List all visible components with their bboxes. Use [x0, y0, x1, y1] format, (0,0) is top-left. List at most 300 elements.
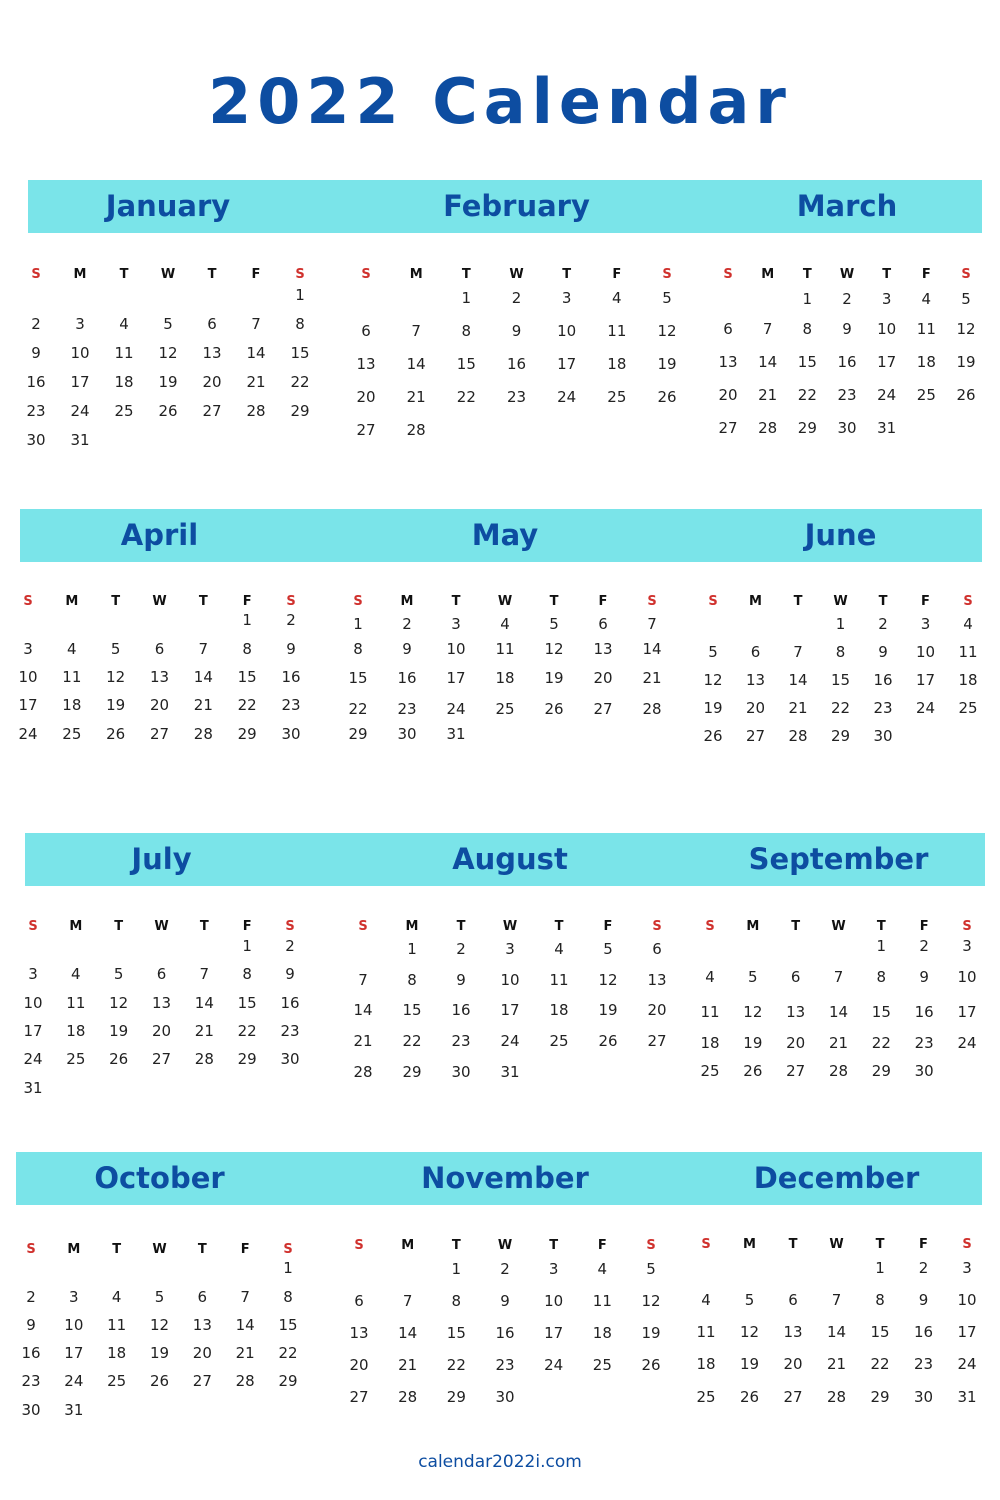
day-cell: 14 — [398, 1324, 418, 1342]
day-cell: 1 — [242, 937, 252, 955]
day-cell: 30 — [914, 1062, 934, 1080]
weekday-header: S — [647, 594, 657, 609]
day-cell: 7 — [647, 615, 657, 633]
month-name: September — [748, 842, 929, 876]
day-cell: 22 — [402, 1032, 422, 1050]
day-cell: 21 — [194, 1022, 214, 1040]
day-cell: 28 — [353, 1063, 373, 1081]
day-cell: 3 — [962, 1259, 972, 1277]
day-cell: 29 — [446, 1388, 466, 1406]
day-cell: 21 — [758, 386, 778, 404]
day-cell: 14 — [406, 355, 426, 373]
day-cell: 29 — [278, 1372, 298, 1390]
day-cell: 15 — [871, 1003, 891, 1021]
day-cell: 22 — [871, 1034, 891, 1052]
weekday-header: M — [746, 919, 760, 934]
weekday-header: F — [921, 267, 931, 282]
day-cell: 25 — [107, 1372, 127, 1390]
day-cell: 11 — [958, 643, 978, 661]
weekday-header: W — [154, 919, 169, 934]
weekday-header: S — [962, 919, 972, 934]
weekday-header: F — [603, 919, 613, 934]
day-cell: 31 — [70, 431, 90, 449]
day-cell: 6 — [652, 940, 662, 958]
weekday-header: S — [705, 919, 715, 934]
day-cell: 4 — [111, 1288, 122, 1306]
day-cell: 24 — [18, 725, 38, 743]
day-cell: 13 — [745, 671, 766, 689]
weekday-header: W — [833, 594, 848, 609]
day-cell: 8 — [242, 965, 252, 983]
day-cell: 21 — [398, 1356, 418, 1374]
day-cell: 9 — [26, 1316, 36, 1334]
weekday-header: S — [723, 267, 733, 282]
weekday-header: T — [197, 1242, 207, 1257]
day-cell: 29 — [870, 1388, 890, 1406]
day-cell: 25 — [549, 1032, 569, 1050]
day-cell: 21 — [193, 696, 213, 714]
day-cell: 19 — [544, 669, 564, 687]
weekday-header: S — [283, 1242, 293, 1257]
footer-website[interactable]: calendar2022i.com — [418, 1452, 582, 1472]
weekday-header: T — [793, 594, 803, 609]
day-cell: 6 — [207, 315, 217, 333]
day-cell: 16 — [506, 355, 527, 373]
month-name: December — [753, 1161, 920, 1195]
day-cell: 22 — [290, 373, 310, 391]
day-cell: 20 — [356, 388, 376, 406]
day-cell: 12 — [106, 668, 126, 686]
day-cell: 3 — [548, 1260, 559, 1278]
weekday-header: M — [65, 594, 79, 609]
day-cell: 28 — [246, 402, 266, 420]
day-cell: 1 — [876, 937, 887, 955]
day-cell: 8 — [461, 322, 472, 340]
day-cell: 1 — [283, 1259, 293, 1277]
day-cell: 17 — [544, 1324, 564, 1342]
weekday-header: F — [921, 594, 930, 609]
weekday-header: T — [456, 919, 466, 934]
day-cell: 3 — [920, 615, 931, 633]
day-cell: 12 — [703, 671, 723, 689]
day-cell: 22 — [870, 1355, 890, 1373]
day-cell: 18 — [66, 1022, 86, 1040]
day-cell: 24 — [446, 700, 466, 718]
day-cell: 25 — [700, 1062, 720, 1080]
day-cell: 30 — [281, 725, 301, 743]
day-cell: 26 — [657, 388, 677, 406]
day-cell: 30 — [26, 431, 46, 449]
day-cell: 23 — [873, 699, 893, 717]
day-cell: 18 — [607, 355, 627, 373]
day-cell: 25 — [62, 725, 82, 743]
day-cell: 11 — [107, 1316, 127, 1334]
day-cell: 23 — [280, 1022, 300, 1040]
day-cell: 26 — [106, 725, 126, 743]
day-cell: 2 — [402, 615, 412, 633]
day-cell: 10 — [64, 1316, 84, 1334]
day-cell: 10 — [446, 640, 466, 658]
day-cell: 15 — [446, 1324, 466, 1342]
day-cell: 10 — [957, 1291, 977, 1309]
day-cell: 26 — [149, 1372, 170, 1390]
day-cell: 17 — [64, 1344, 84, 1362]
day-cell: 21 — [828, 1034, 849, 1052]
weekday-header: F — [242, 919, 252, 934]
day-cell: 5 — [603, 940, 613, 958]
day-cell: 16 — [281, 668, 301, 686]
day-cell: 21 — [642, 669, 662, 687]
weekday-header: S — [963, 594, 973, 609]
day-cell: 4 — [71, 965, 81, 983]
day-cell: 13 — [356, 355, 376, 373]
day-cell: 26 — [956, 386, 976, 404]
weekday-header: W — [152, 594, 167, 609]
day-cell: 25 — [607, 388, 627, 406]
weekday-header: W — [160, 267, 176, 282]
day-cell: 15 — [797, 353, 817, 371]
day-cell: 4 — [612, 289, 622, 307]
day-cell: 3 — [23, 640, 33, 658]
day-cell: 1 — [407, 940, 417, 958]
day-cell: 27 — [647, 1032, 667, 1050]
day-cell: 9 — [285, 965, 295, 983]
day-cell: 27 — [786, 1062, 806, 1080]
day-cell: 9 — [402, 640, 412, 658]
day-cell: 24 — [70, 402, 90, 420]
day-cell: 8 — [875, 1291, 885, 1309]
day-cell: 29 — [871, 1062, 891, 1080]
day-cell: 5 — [708, 643, 718, 661]
day-cell: 10 — [915, 643, 936, 661]
day-cell: 16 — [451, 1001, 471, 1019]
day-cell: 15 — [402, 1001, 422, 1019]
day-cell: 18 — [958, 671, 978, 689]
day-cell: 13 — [149, 668, 170, 686]
day-cell: 26 — [109, 1050, 129, 1068]
day-cell: 22 — [237, 696, 257, 714]
day-cell: 2 — [500, 1260, 510, 1278]
day-cell: 21 — [246, 373, 266, 391]
day-cell: 18 — [700, 1034, 720, 1052]
day-cell: 16 — [914, 1003, 934, 1021]
month-name: July — [131, 842, 192, 876]
day-cell: 14 — [235, 1316, 255, 1334]
day-cell: 9 — [286, 640, 296, 658]
day-cell: 10 — [70, 344, 90, 362]
day-cell: 3 — [505, 940, 515, 958]
day-cell: 12 — [158, 344, 178, 362]
day-cell: 10 — [18, 668, 38, 686]
day-cell: 19 — [956, 353, 976, 371]
day-cell: 21 — [406, 388, 426, 406]
day-cell: 3 — [451, 615, 461, 633]
day-cell: 26 — [544, 700, 564, 718]
day-cell: 5 — [744, 1291, 755, 1309]
day-cell: 2 — [286, 611, 296, 629]
weekday-header: S — [646, 1238, 656, 1253]
day-cell: 5 — [113, 965, 124, 983]
weekday-header: S — [354, 1238, 364, 1253]
day-cell: 1 — [875, 1259, 885, 1277]
weekday-header: M — [67, 1242, 81, 1257]
day-cell: 15 — [237, 668, 257, 686]
day-cell: 20 — [745, 699, 766, 717]
day-cell: 10 — [957, 968, 977, 986]
weekday-header: F — [612, 267, 622, 282]
day-cell: 15 — [237, 994, 257, 1012]
day-cell: 27 — [349, 1388, 369, 1406]
day-cell: 20 — [593, 669, 613, 687]
day-cell: 24 — [500, 1032, 520, 1050]
month-name: August — [452, 842, 568, 876]
day-cell: 29 — [402, 1063, 422, 1081]
day-cell: 29 — [830, 727, 851, 745]
day-cell: 17 — [877, 353, 897, 371]
day-cell: 22 — [446, 1356, 466, 1374]
weekday-header: T — [451, 1238, 461, 1253]
weekday-header: W — [152, 1242, 167, 1257]
day-cell: 17 — [957, 1003, 977, 1021]
day-cell: 12 — [149, 1316, 170, 1334]
weekday-header: F — [242, 594, 252, 609]
day-cell: 12 — [598, 971, 618, 989]
day-cell: 24 — [64, 1372, 84, 1390]
day-cell: 21 — [353, 1032, 373, 1050]
day-cell: 28 — [406, 421, 426, 439]
day-cell: 15 — [870, 1323, 890, 1341]
day-cell: 29 — [237, 1050, 257, 1068]
weekday-header: S — [361, 267, 371, 282]
day-cell: 24 — [557, 388, 577, 406]
weekday-header: T — [119, 267, 129, 282]
day-cell: 17 — [957, 1323, 977, 1341]
day-cell: 5 — [646, 1260, 656, 1278]
day-cell: 23 — [913, 1355, 934, 1373]
day-cell: 12 — [657, 322, 677, 340]
day-cell: 31 — [500, 1063, 520, 1081]
day-cell: 19 — [739, 1355, 760, 1373]
day-cell: 25 — [66, 1050, 86, 1068]
weekday-header: S — [662, 267, 672, 282]
day-cell: 4 — [67, 640, 77, 658]
day-cell: 22 — [456, 388, 476, 406]
day-cell: 15 — [290, 344, 310, 362]
weekday-header: W — [839, 267, 855, 282]
day-cell: 8 — [835, 643, 846, 661]
day-cell: 26 — [158, 402, 178, 420]
day-cell: 4 — [701, 1291, 711, 1309]
day-cell: 3 — [28, 965, 38, 983]
day-cell: 2 — [31, 315, 41, 333]
day-cell: 2 — [878, 615, 888, 633]
day-cell: 30 — [451, 1063, 471, 1081]
day-cell: 3 — [69, 1288, 79, 1306]
day-cell: 11 — [696, 1323, 716, 1341]
day-cell: 24 — [957, 1034, 977, 1052]
day-cell: 17 — [500, 1001, 520, 1019]
day-cell: 2 — [285, 937, 295, 955]
day-cell: 17 — [70, 373, 90, 391]
weekday-header: S — [286, 594, 296, 609]
day-cell: 1 — [461, 289, 472, 307]
day-cell: 16 — [495, 1324, 515, 1342]
weekday-header: S — [26, 1242, 36, 1257]
day-cell: 7 — [411, 322, 421, 340]
day-cell: 6 — [361, 322, 371, 340]
day-cell: 24 — [23, 1050, 43, 1068]
day-cell: 25 — [696, 1388, 716, 1406]
day-cell: 11 — [592, 1292, 612, 1310]
day-cell: 14 — [642, 640, 662, 658]
day-cell: 20 — [718, 386, 738, 404]
day-cell: 14 — [826, 1323, 847, 1341]
weekday-header: M — [400, 594, 414, 609]
day-cell: 29 — [237, 725, 257, 743]
day-cell: 22 — [348, 700, 368, 718]
day-cell: 4 — [597, 1260, 608, 1278]
day-cell: 20 — [783, 1355, 803, 1373]
day-cell: 28 — [194, 1050, 214, 1068]
day-cell: 8 — [451, 1292, 462, 1310]
day-cell: 24 — [915, 699, 936, 717]
day-cell: 4 — [705, 968, 715, 986]
day-cell: 2 — [456, 940, 466, 958]
weekday-header: S — [285, 919, 295, 934]
day-cell: 6 — [197, 1288, 208, 1306]
day-cell: 2 — [26, 1288, 36, 1306]
day-cell: 7 — [240, 1288, 250, 1306]
day-cell: 28 — [235, 1372, 255, 1390]
day-cell: 10 — [23, 994, 43, 1012]
day-cell: 7 — [358, 971, 368, 989]
month-name: June — [804, 518, 877, 552]
day-cell: 8 — [242, 640, 252, 658]
weekday-header: F — [919, 1237, 928, 1252]
day-cell: 7 — [199, 965, 210, 983]
weekday-header: T — [791, 919, 801, 934]
day-cell: 30 — [280, 1050, 300, 1068]
day-cell: 25 — [114, 402, 134, 420]
day-cell: 18 — [495, 669, 515, 687]
weekday-header: S — [701, 1237, 711, 1252]
day-cell: 9 — [919, 968, 929, 986]
day-cell: 28 — [398, 1388, 418, 1406]
weekday-header: T — [549, 1238, 559, 1253]
day-cell: 8 — [802, 320, 813, 338]
day-cell: 10 — [500, 971, 520, 989]
weekday-header: W — [509, 267, 524, 282]
day-cell: 6 — [354, 1292, 364, 1310]
day-cell: 11 — [549, 971, 569, 989]
day-cell: 26 — [641, 1356, 661, 1374]
day-cell: 18 — [916, 353, 936, 371]
day-cell: 28 — [193, 725, 213, 743]
day-cell: 17 — [557, 355, 577, 373]
day-cell: 19 — [109, 1022, 129, 1040]
day-cell: 10 — [877, 320, 897, 338]
day-cell: 12 — [743, 1003, 763, 1021]
weekday-header: T — [114, 919, 124, 934]
day-cell: 1 — [451, 1260, 462, 1278]
day-cell: 8 — [283, 1288, 293, 1306]
day-cell: 17 — [446, 669, 466, 687]
weekday-header: S — [28, 919, 38, 934]
day-cell: 12 — [109, 994, 129, 1012]
day-cell: 9 — [31, 344, 41, 362]
month-name: February — [443, 189, 590, 223]
day-cell: 11 — [495, 640, 515, 658]
day-cell: 31 — [446, 725, 466, 743]
day-cell: 3 — [561, 289, 572, 307]
day-cell: 22 — [797, 386, 817, 404]
weekday-header: W — [497, 1238, 513, 1253]
day-cell: 17 — [23, 1022, 43, 1040]
day-cell: 14 — [828, 1003, 849, 1021]
day-cell: 30 — [495, 1388, 515, 1406]
day-cell: 11 — [114, 344, 134, 362]
day-cell: 29 — [290, 402, 310, 420]
day-cell: 14 — [353, 1001, 373, 1019]
day-cell: 26 — [598, 1032, 618, 1050]
day-cell: 27 — [356, 421, 376, 439]
day-cell: 10 — [557, 322, 577, 340]
day-cell: 22 — [830, 699, 851, 717]
weekday-header: S — [31, 267, 41, 282]
day-cell: 30 — [913, 1388, 934, 1406]
day-cell: 19 — [149, 1344, 170, 1362]
weekday-header: F — [598, 594, 608, 609]
day-cell: 29 — [348, 725, 368, 743]
day-cell: 3 — [881, 290, 892, 308]
day-cell: 5 — [163, 315, 173, 333]
day-cell: 15 — [456, 355, 476, 373]
day-cell: 11 — [607, 322, 627, 340]
month-name: May — [471, 518, 539, 552]
day-cell: 27 — [202, 402, 222, 420]
day-cell: 29 — [797, 419, 817, 437]
day-cell: 18 — [62, 696, 82, 714]
day-cell: 22 — [237, 1022, 257, 1040]
day-cell: 19 — [641, 1324, 661, 1342]
day-cell: 19 — [158, 373, 178, 391]
day-cell: 18 — [592, 1324, 612, 1342]
day-cell: 22 — [278, 1344, 298, 1362]
day-cell: 3 — [75, 315, 85, 333]
weekday-header: T — [111, 594, 121, 609]
weekday-header: F — [597, 1238, 607, 1253]
month-name: October — [94, 1161, 225, 1195]
day-cell: 21 — [826, 1355, 847, 1373]
weekday-header: W — [831, 919, 846, 934]
day-cell: 19 — [703, 699, 723, 717]
day-cell: 7 — [762, 320, 773, 338]
weekday-header: T — [207, 267, 217, 282]
day-cell: 26 — [743, 1062, 763, 1080]
day-cell: 23 — [837, 386, 857, 404]
day-cell: 19 — [743, 1034, 763, 1052]
day-cell: 5 — [748, 968, 758, 986]
day-cell: 13 — [349, 1324, 369, 1342]
day-cell: 23 — [914, 1034, 934, 1052]
day-cell: 9 — [918, 1291, 929, 1309]
day-cell: 30 — [397, 725, 417, 743]
day-cell: 13 — [593, 640, 613, 658]
day-cell: 27 — [151, 1050, 172, 1068]
weekday-header: S — [358, 919, 368, 934]
weekday-header: T — [112, 1242, 122, 1257]
weekday-header: F — [919, 919, 929, 934]
